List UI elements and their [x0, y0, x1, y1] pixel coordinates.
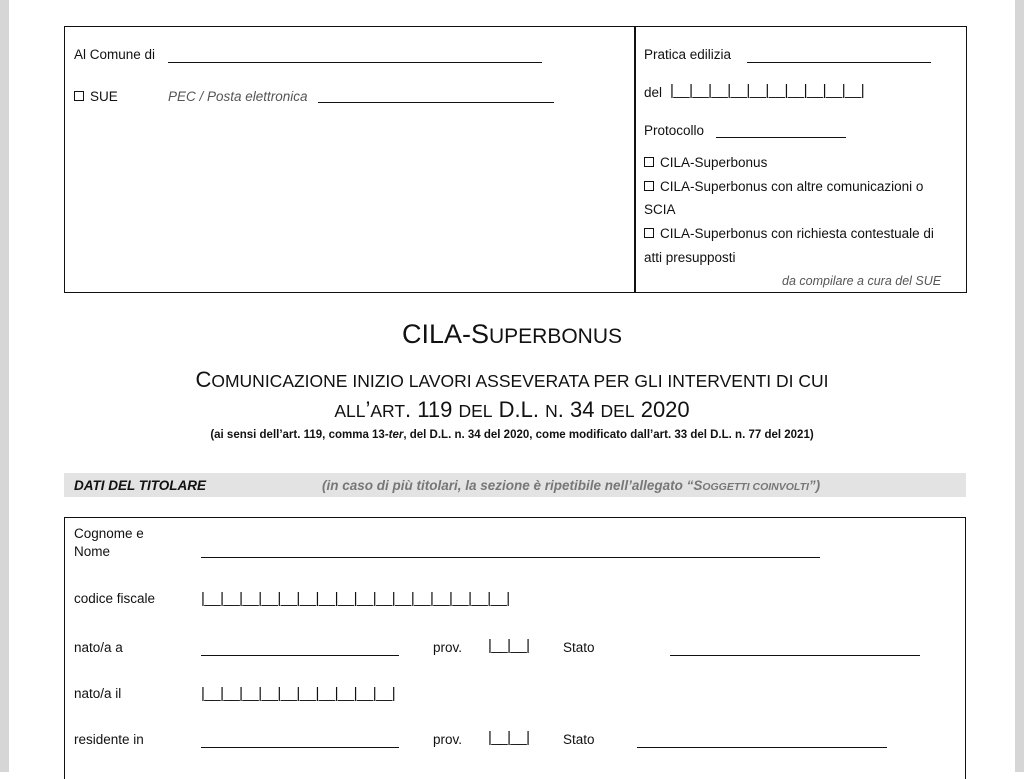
prov-boxes[interactable]: |__|__| [488, 637, 530, 654]
sue-option[interactable] [74, 89, 118, 105]
stato-field[interactable] [670, 655, 920, 656]
prov-label: prov. [433, 640, 463, 655]
sue-checkbox[interactable] [74, 91, 84, 101]
pec-field[interactable] [318, 102, 554, 103]
document-subtitle-line2: ALL’ART. 119 DEL D.L. N. 34 DEL 2020 [334, 397, 690, 422]
pec-label: PEC / Posta elettronica [168, 89, 308, 104]
residente-field[interactable] [201, 747, 399, 748]
nato-a-label: nato/a a [74, 640, 123, 655]
stato-label: Stato [563, 640, 595, 655]
prov2-label: prov. [433, 732, 463, 747]
option2-checkbox[interactable] [644, 181, 654, 191]
option2-label: CILA-Superbonus con altre comunicazioni o [660, 179, 924, 194]
stato2-field[interactable] [637, 747, 887, 748]
section-label: DATI DEL TITOLARE [74, 478, 207, 493]
residente-label: residente in [74, 732, 144, 747]
cognome-field[interactable] [201, 557, 820, 558]
option3-label: CILA-Superbonus con richiesta contestuale di [660, 226, 934, 241]
top-left-cell [64, 26, 636, 293]
option-richiesta-contestuale[interactable] [644, 226, 934, 242]
option1-checkbox[interactable] [644, 157, 654, 167]
nato-il-label: nato/a il [74, 686, 122, 701]
option3-checkbox[interactable] [644, 228, 654, 238]
section-note: (in caso di più titolari, la sezione è ripetibile nell’allegato “SOGGETTI COINVOLTI”) [322, 478, 821, 493]
codice-fiscale-boxes[interactable]: |__|__|__|__|__|__|__|__|__|__|__|__|__|__|__|__| [201, 590, 510, 607]
sue-note: da compilare a cura del SUE [782, 274, 942, 288]
protocollo-label: Protocollo [644, 123, 705, 138]
nato-a-field[interactable] [201, 655, 399, 656]
stato2-label: Stato [563, 732, 595, 747]
pratica-label: Pratica edilizia [644, 47, 732, 62]
protocollo-field[interactable] [716, 137, 846, 138]
option1-label: CILA-Superbonus [660, 155, 768, 170]
legal-reference: (ai sensi dell’art. 119, comma 13-ter, del D.L. n. 34 del 2020, come modificato dall’art. 33 del D.L. n. 77 del 2021) [210, 429, 814, 441]
del-label: del [644, 85, 663, 100]
prov2-boxes[interactable]: |__|__| [488, 729, 530, 746]
option2-label-cont: SCIA [644, 202, 676, 217]
sue-label: SUE [90, 89, 118, 104]
document-subtitle-line1: COMUNICAZIONE INIZIO LAVORI ASSEVERATA PER GLI INTERVENTI DI CUI [195, 367, 829, 392]
option3-label-cont: atti presupposti [644, 250, 736, 265]
pratica-field[interactable] [747, 62, 931, 63]
cognome-label: Cognome e [74, 526, 144, 541]
comune-field[interactable] [168, 62, 542, 63]
comune-label: Al Comune di [74, 47, 156, 62]
nato-il-boxes[interactable]: |__|__|__|__|__|__|__|__|__|__| [201, 685, 396, 702]
option-altre-comunicazioni[interactable] [644, 179, 923, 195]
del-date-boxes[interactable]: |__|__|__|__|__|__|__|__|__|__| [670, 82, 865, 99]
option-cila-superbonus[interactable] [644, 155, 767, 171]
cognome-label-cont: Nome [74, 544, 111, 559]
codice-fiscale-label: codice fiscale [74, 591, 156, 606]
document-title: CILA-SUPERBONUS [401, 319, 623, 349]
